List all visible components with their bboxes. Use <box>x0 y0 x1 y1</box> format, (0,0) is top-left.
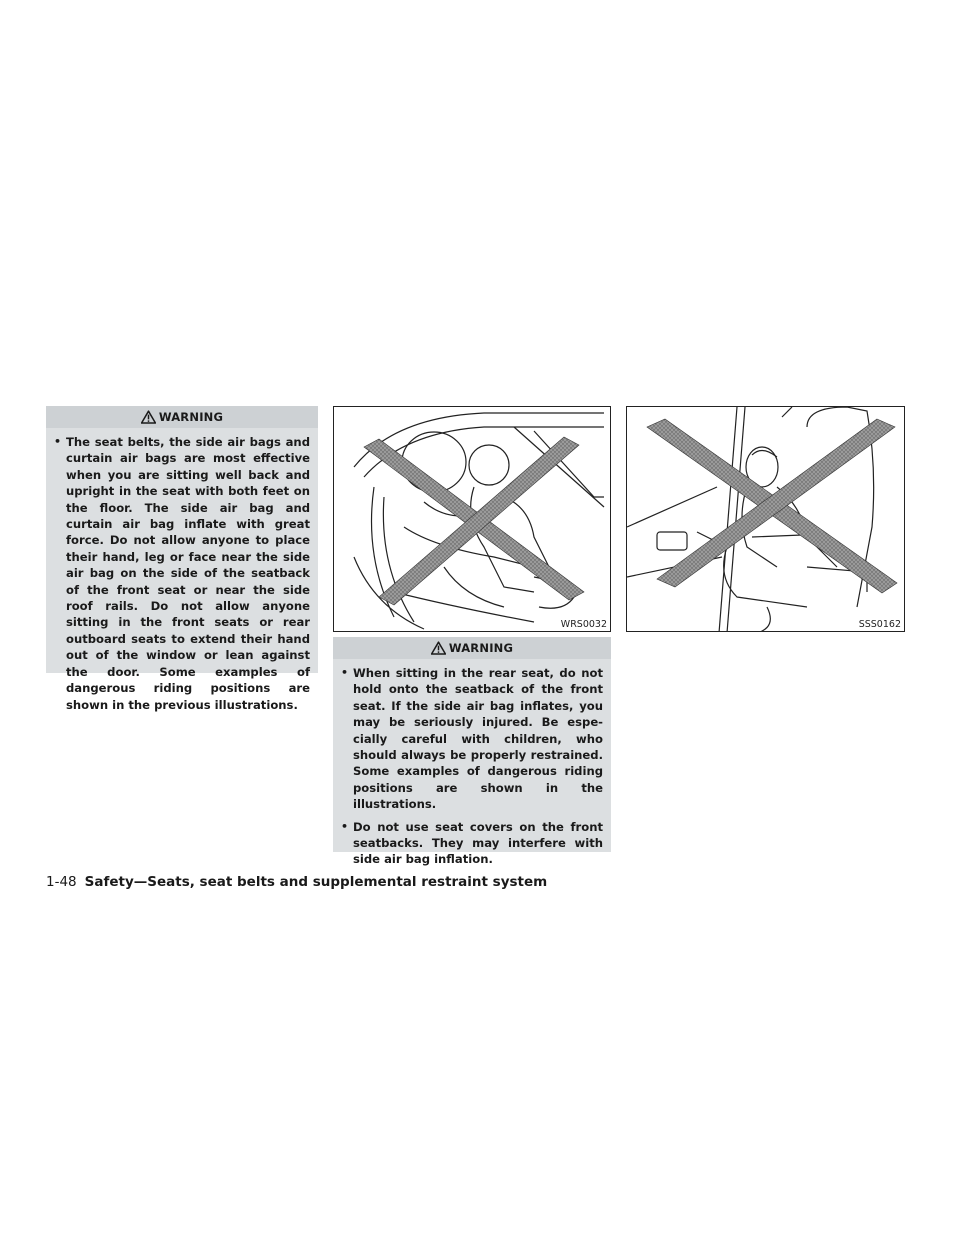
page-footer <box>46 874 547 890</box>
figure-code: SSS0162 <box>858 619 901 630</box>
child-door-illustration-icon <box>627 407 905 632</box>
rear-passenger-illustration-icon <box>334 407 611 632</box>
warning-header <box>333 637 611 659</box>
warning-item: • When sitting in the rear seat, do not hold onto the seatback of the front seat. If the side air bag inflates, you may be seriously injured. Be espe- cially careful with children, who should always be properly restrained. Some examples of dangerous riding positions are shown in the illustrations. <box>341 665 603 813</box>
page-number: 1-48 <box>46 874 77 890</box>
warning-title: WARNING <box>158 410 224 424</box>
illustration-rear-passenger <box>333 406 611 632</box>
warning-list <box>333 659 611 868</box>
warning-triangle-icon <box>431 641 446 655</box>
warning-item: • The seat belts, the side air bags and curtain air bags are most effective when you are sitting well back and upright in the seat with both feet on the floor. The side air bag and curtain air bag inflate with great force. Do not allow anyone to place their hand, leg or face near the side air bag on the side of the seatback of the front seat or near the side roof rails. Do not allow anyone sitting in the front seats or rear outboard seats to extend their hand out of the window or lean against the door. Some examples of dangerous riding positions are shown in the previous illustrations. <box>54 434 310 713</box>
warning-item: • Do not use seat covers on the front seatbacks. They may interfere with side air bag inflation. <box>341 819 603 868</box>
warning-box-1 <box>46 406 318 712</box>
section-title: Safety—Seats, seat belts and supplemental restraint system <box>84 874 548 890</box>
warning-list <box>46 428 318 713</box>
warning-triangle-icon <box>141 410 156 424</box>
illustration-child-door <box>626 406 905 632</box>
warning-box-2 <box>333 637 611 867</box>
figure-code: WRS0032 <box>560 619 607 630</box>
warning-title: WARNING <box>448 641 514 655</box>
warning-header <box>46 406 318 428</box>
